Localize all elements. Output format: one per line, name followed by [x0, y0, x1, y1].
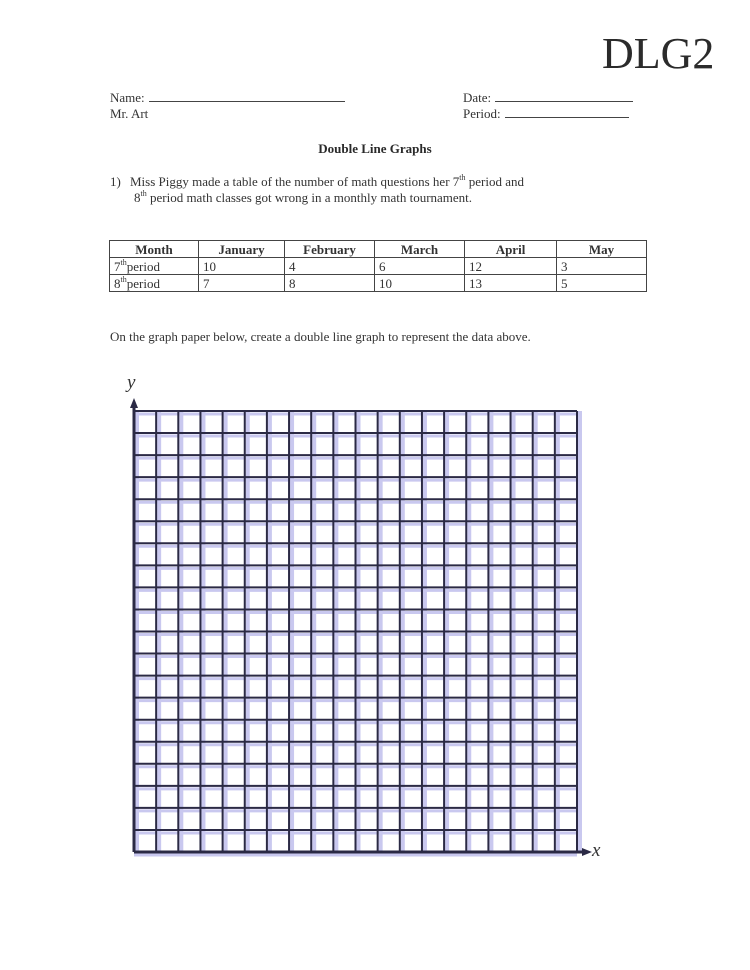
question-number: 1)	[110, 174, 121, 189]
header-month: Month	[110, 241, 199, 258]
cell-value: 3	[557, 258, 647, 275]
cell-value: 7	[199, 275, 285, 292]
cell-value: 6	[375, 258, 465, 275]
superscript: th	[140, 189, 147, 198]
header-february: February	[285, 241, 375, 258]
x-axis-label: x	[592, 840, 601, 861]
header-may: May	[557, 241, 647, 258]
cell-value: 13	[465, 275, 557, 292]
cell-value: 12	[465, 258, 557, 275]
question-text-2: period math classes got wrong in a monthly math tournament.	[146, 190, 473, 205]
cell-value: 10	[199, 258, 285, 275]
row-label: 8thperiod	[110, 275, 199, 292]
question-text-1: Miss Piggy made a table of the number of math questions her 7	[130, 174, 460, 189]
header-january: January	[199, 241, 285, 258]
question-text-1b: period and	[465, 174, 524, 189]
cell-value: 10	[375, 275, 465, 292]
worksheet-code: DLG2	[602, 29, 715, 78]
cell-value: 4	[285, 258, 375, 275]
ordinal: 8	[134, 190, 141, 205]
name-label: Name:	[110, 90, 145, 105]
superscript: th	[459, 173, 466, 182]
header-april: April	[465, 241, 557, 258]
date-label: Date:	[463, 90, 492, 105]
cell-value: 8	[285, 275, 375, 292]
header-march: March	[375, 241, 465, 258]
page-title: Double Line Graphs	[318, 141, 432, 156]
y-axis-label: y	[127, 372, 136, 393]
teacher-name: Mr. Art	[110, 106, 149, 121]
cell-value: 5	[557, 275, 647, 292]
period-label: Period:	[463, 106, 501, 121]
row-label: 7thperiod	[110, 258, 199, 275]
grid-lines	[134, 411, 577, 852]
instruction-text: On the graph paper below, create a double line graph to represent the data above.	[110, 329, 531, 344]
